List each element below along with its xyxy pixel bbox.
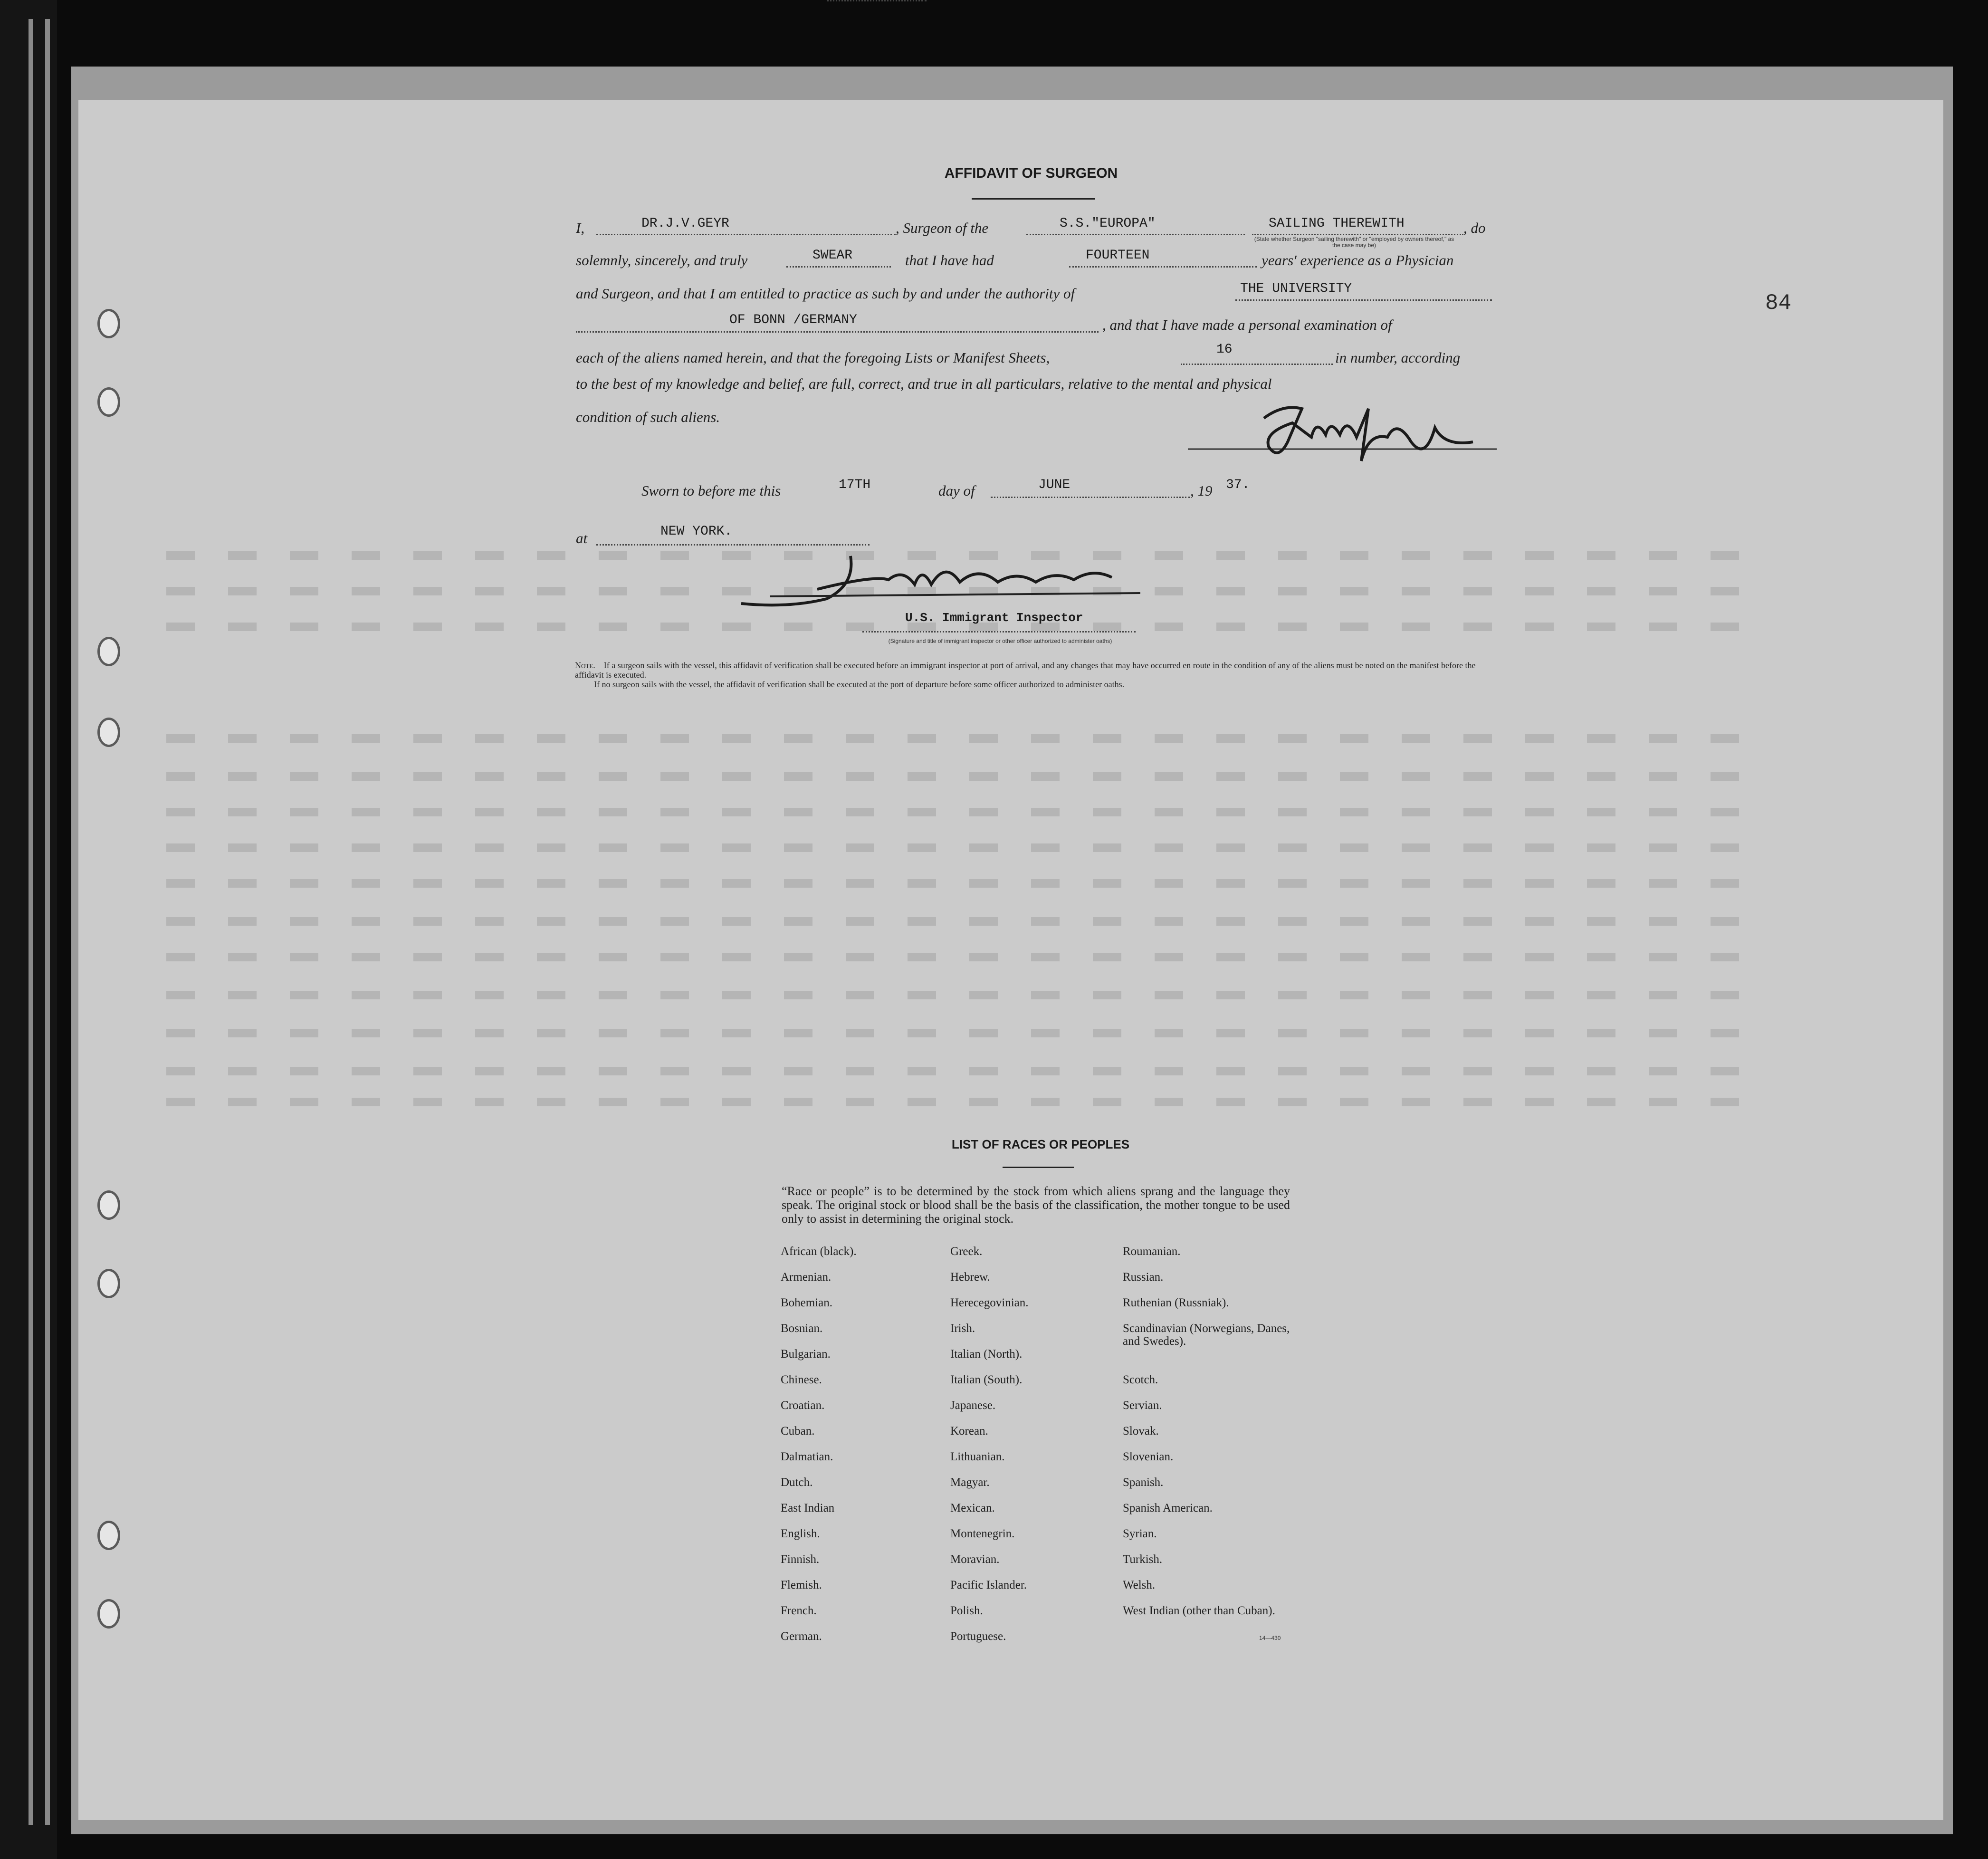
bleed-through-row xyxy=(166,843,1749,852)
punch-hole xyxy=(97,1190,120,1220)
title-rule xyxy=(972,198,1095,200)
note-label: Note. xyxy=(575,661,595,670)
ship-name: S.S."EUROPA" xyxy=(1060,216,1156,231)
text-condition: condition of such aliens. xyxy=(576,409,720,425)
note-text-2: If no surgeon sails with the vessel, the affidavit of verification shall be executed at the port of departure before some officer authorized to administer oaths. xyxy=(594,680,1125,689)
binder-edge xyxy=(29,19,33,1825)
race-item: Bohemian. xyxy=(781,1296,833,1309)
bleed-through-row xyxy=(166,772,1749,781)
sworn-place: NEW YORK. xyxy=(660,524,733,539)
race-item: Croatian. xyxy=(781,1399,825,1412)
form-code: 14—430 xyxy=(1259,1635,1281,1641)
race-item: Mexican. xyxy=(950,1502,995,1514)
punch-hole xyxy=(97,387,120,417)
races-title-rule xyxy=(1003,1167,1074,1168)
day-underline xyxy=(827,0,927,1)
race-item: Slovak. xyxy=(1123,1425,1159,1437)
name-underline xyxy=(596,234,896,235)
inspector-title: U.S. Immigrant Inspector xyxy=(905,611,1083,625)
race-item: Ruthenian (Russniak). xyxy=(1123,1296,1229,1309)
sworn-month: JUNE xyxy=(1038,478,1070,492)
text-at: at xyxy=(576,530,588,546)
bleed-through-row xyxy=(166,734,1749,743)
race-item: Welsh. xyxy=(1123,1579,1156,1591)
years-experience: FOURTEEN xyxy=(1086,248,1150,263)
sworn-day: 17TH xyxy=(839,478,871,492)
races-title: LIST OF RACES OR PEOPLES xyxy=(951,1137,1130,1151)
race-item: Turkish. xyxy=(1123,1553,1163,1566)
race-item: Finnish. xyxy=(781,1553,820,1566)
race-item: African (black). xyxy=(781,1245,857,1258)
text-solemnly: solemnly, sincerely, and truly xyxy=(576,252,748,268)
race-item: Lithuanian. xyxy=(950,1450,1005,1463)
authority-line2: OF BONN /GERMANY xyxy=(729,313,857,327)
bleed-through-row xyxy=(166,1029,1749,1037)
inspector-underline xyxy=(862,631,1136,632)
race-item: Syrian. xyxy=(1123,1527,1157,1540)
race-item: Montenegrin. xyxy=(950,1527,1015,1540)
text-years-experience: years' experience as a Physician xyxy=(1262,252,1454,268)
punch-hole xyxy=(97,718,120,747)
race-item: Spanish. xyxy=(1123,1476,1164,1489)
race-item: Italian (South). xyxy=(950,1373,1023,1386)
race-item: Magyar. xyxy=(950,1476,990,1489)
punch-hole xyxy=(97,1599,120,1629)
note-block xyxy=(575,661,1497,689)
text-that-i-have-had: that I have had xyxy=(905,252,994,268)
affidavit-title: AFFIDAVIT OF SURGEON xyxy=(944,165,1118,181)
bleed-through-row xyxy=(166,1098,1749,1106)
text-i: I, xyxy=(576,220,585,236)
race-item: Scotch. xyxy=(1123,1373,1158,1386)
race-item: Bosnian. xyxy=(781,1322,823,1335)
race-item: Italian (North). xyxy=(950,1348,1023,1361)
bleed-through-row xyxy=(166,1067,1749,1075)
race-item: Dalmatian. xyxy=(781,1450,833,1463)
sheets-underline xyxy=(1181,364,1333,365)
race-item: Polish. xyxy=(950,1604,983,1617)
surgeon-signature xyxy=(1188,390,1520,475)
race-item: Chinese. xyxy=(781,1373,822,1386)
race-item: Herecegovinian. xyxy=(950,1296,1029,1309)
text-do: , do xyxy=(1463,220,1486,236)
race-item: Japanese. xyxy=(950,1399,996,1412)
race-item: Russian. xyxy=(1123,1271,1164,1284)
place-underline xyxy=(596,544,870,546)
race-item: Cuban. xyxy=(781,1425,815,1437)
race-item: East Indian xyxy=(781,1502,835,1514)
race-item: Spanish American. xyxy=(1123,1502,1213,1514)
page-number: 84 xyxy=(1765,291,1792,316)
punch-hole xyxy=(97,1269,120,1298)
years-underline xyxy=(1069,266,1257,268)
text-comma-19: , 19 xyxy=(1190,482,1213,499)
race-item: Pacific Islander. xyxy=(950,1579,1027,1591)
sailing-caption: (State whether Surgeon "sailing therewith" or "employed by owners thereof," as the case may be) xyxy=(1254,236,1454,249)
surgeon-name: DR.J.V.GEYR xyxy=(641,216,729,231)
signature-caption: (Signature and title of immigrant inspector or other officer authorized to administer oaths) xyxy=(888,638,1112,644)
text-surgeon-of: , Surgeon of the xyxy=(896,220,989,236)
sheets-count: 16 xyxy=(1216,342,1233,357)
text-each-of: each of the aliens named herein, and that the foregoing Lists or Manifest Sheets, xyxy=(576,349,1050,366)
race-item: Korean. xyxy=(950,1425,988,1437)
sailing-status: SAILING THEREWITH xyxy=(1269,216,1405,231)
ship-underline xyxy=(1026,234,1245,235)
race-item: Bulgarian. xyxy=(781,1348,831,1361)
race-item: French. xyxy=(781,1604,817,1617)
binder-edge xyxy=(45,19,50,1825)
oath-underline xyxy=(786,266,891,268)
race-item: Servian. xyxy=(1123,1399,1162,1412)
bleed-through-row xyxy=(166,917,1749,926)
race-item: Scandinavian (Norwegians, Danes, and Swedes). xyxy=(1123,1322,1290,1348)
authority-line1: THE UNIVERSITY xyxy=(1240,281,1352,296)
race-item: Moravian. xyxy=(950,1553,1000,1566)
race-item: English. xyxy=(781,1527,820,1540)
bleed-through-row xyxy=(166,808,1749,816)
race-item: Slovenian. xyxy=(1123,1450,1174,1463)
bleed-through-row xyxy=(166,879,1749,888)
month-underline xyxy=(991,497,1190,498)
race-item: Hebrew. xyxy=(950,1271,990,1284)
race-item: Dutch. xyxy=(781,1476,813,1489)
oath-type: SWEAR xyxy=(812,248,853,263)
race-item: Roumanian. xyxy=(1123,1245,1181,1258)
race-item: Flemish. xyxy=(781,1579,822,1591)
bleed-through-row xyxy=(166,953,1749,961)
sailing-underline xyxy=(1252,234,1463,235)
bleed-through-row xyxy=(166,991,1749,999)
binder-spine xyxy=(0,0,57,1859)
races-intro: “Race or people” is to be determined by the stock from which aliens sprang and the language they speak. The original stock or blood shall be the basis of the classification, the mother tongue to be used only to assist in determining the original stock. xyxy=(782,1184,1290,1226)
race-item: West Indian (other than Cuban). xyxy=(1123,1604,1275,1617)
authority-underline xyxy=(1235,299,1492,301)
text-sworn: Sworn to before me this xyxy=(641,482,781,499)
punch-hole xyxy=(97,309,120,338)
text-to-the-best: to the best of my knowledge and belief, are full, correct, and true in all particulars, relative to the mental and physical xyxy=(576,375,1272,392)
inspector-signature xyxy=(732,546,1159,613)
race-item: Irish. xyxy=(950,1322,975,1335)
punch-hole xyxy=(97,637,120,666)
race-item: Armenian. xyxy=(781,1271,832,1284)
race-item: Greek. xyxy=(950,1245,983,1258)
text-day-of: day of xyxy=(938,482,975,499)
punch-hole xyxy=(97,1521,120,1550)
sworn-year: 37. xyxy=(1226,478,1250,492)
text-personal-exam: , and that I have made a personal examination of xyxy=(1102,316,1392,333)
race-item: Portuguese. xyxy=(950,1630,1006,1643)
authority2-underline xyxy=(576,331,1099,333)
text-and-surgeon: and Surgeon, and that I am entitled to practice as such by and under the authority of xyxy=(576,285,1075,302)
note-text-1: —If a surgeon sails with the vessel, this affidavit of verification shall be executed before an immigrant inspector at port of arrival, and any changes that may have occurred en route in the condition of any of the aliens must be noted on the manifest before the affidavit is executed. xyxy=(575,661,1476,680)
race-item: German. xyxy=(781,1630,822,1643)
text-in-number: in number, according xyxy=(1335,349,1461,366)
